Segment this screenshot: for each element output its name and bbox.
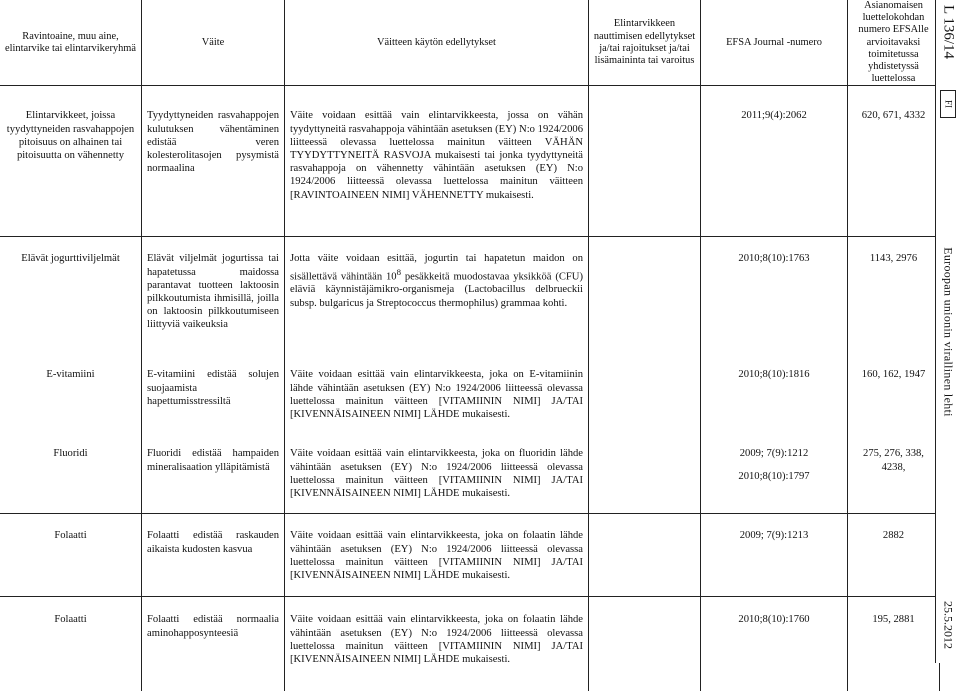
header-restrictions: Elintarvikkeen nauttimisen edellytykset ja/tai rajoitukset ja/tai lisämaininta tai varoitus — [589, 0, 701, 86]
language-code: FI — [941, 100, 954, 108]
cell-food: Fluoridi — [0, 430, 142, 514]
cell-efsa-journal — [701, 430, 848, 514]
cell-restrictions — [589, 597, 701, 691]
cell-food: Folaatti — [0, 597, 142, 691]
publication-date: 25.5.2012 — [941, 601, 954, 649]
cell-conditions: Väite voidaan esittää vain elintarvikkeesta, joka on folaatin lähde vähintään asetuksen (EY) N:o 1924/2006 liitteessä olevassa luettelossa mainitun väitteen [VITAMIININ NIMI] JA/TAI [KIVENNÄISAINEEN NIMI] LÄHDE mukaisesti. — [285, 597, 589, 691]
cell-claim: Fluoridi edistää hampaiden mineralisaation ylläpitämistä — [142, 430, 285, 514]
table-row — [0, 597, 960, 691]
conditions-text-end: pesäkkeitä muodostavaa yksikköä (CFU) eläviä käynnistäjämikro-organismeja (Lactobacillus delbrueckii subsp. bulgaricus ja Streptococcus thermophilus) grammaa kohti. — [290, 271, 583, 308]
cell-efsa-journal — [701, 354, 848, 430]
efsa-reference: 2010;8(10):1763 — [706, 252, 842, 265]
table-header-row — [0, 0, 960, 86]
page-identifier: L 136/14 — [941, 5, 954, 59]
cell-entry-number: 275, 276, 338, 4238, — [848, 430, 940, 514]
journal-sidebar — [935, 0, 960, 663]
header-entry-number: Asianomaisen luettelokohdan numero EFSAlle arvioitavaksi toimitetussa yhdistetyssä luettelossa — [848, 0, 940, 86]
header-claim: Väite — [142, 0, 285, 86]
cell-claim: Folaatti edistää raskauden aikaista kudosten kasvua — [142, 514, 285, 597]
cell-entry-number: 195, 2881 — [848, 597, 940, 691]
cell-entry-number: 2882 — [848, 514, 940, 597]
table-row — [0, 514, 960, 597]
cell-entry-number: 160, 162, 1947 — [848, 354, 940, 430]
efsa-reference: 2009; 7(9):1213 — [706, 529, 842, 542]
cell-claim: E-vitamiini edistää solujen suojaamista hapettumisstressiltä — [142, 354, 285, 430]
cell-efsa-journal — [701, 86, 848, 237]
header-efsa-journal: EFSA Journal -numero — [701, 0, 848, 86]
language-badge — [940, 90, 956, 118]
cell-efsa-journal — [701, 514, 848, 597]
table-row — [0, 430, 960, 514]
cell-claim: Elävät viljelmät jogurtissa tai hapatetussa maidossa parantavat tuotteen laktoosin pilkkoutumista ihmisillä, joilla on laktoosin pilkkoutumiseen liittyviä vaikeuksia — [142, 237, 285, 355]
journal-name: Euroopan unionin virallinen lehti — [941, 247, 954, 417]
cell-food: E-vitamiini — [0, 354, 142, 430]
efsa-reference: 2009; 7(9):1212 — [706, 447, 842, 460]
table-row — [0, 354, 960, 430]
cell-entry-number: 1143, 2976 — [848, 237, 940, 355]
table-row — [0, 237, 960, 355]
cell-food: Folaatti — [0, 514, 142, 597]
cell-efsa-journal — [701, 597, 848, 691]
cell-restrictions — [589, 237, 701, 355]
cell-conditions: Väite voidaan esittää vain elintarvikkeesta, joka on folaatin lähde vähintään asetuksen (EY) N:o 1924/2006 liitteessä olevassa luettelossa mainitun väitteen [VITAMIININ NIMI] JA/TAI [KIVENNÄISAINEEN NIMI] LÄHDE mukaisesti. — [285, 514, 589, 597]
cell-claim: Folaatti edistää normaalia aminohapposynteesiä — [142, 597, 285, 691]
efsa-reference: 2010;8(10):1760 — [706, 613, 842, 626]
header-food: Ravintoaine, muu aine, elintarvike tai elintarvikeryhmä — [0, 0, 142, 86]
cell-claim: Tyydyttyneiden rasvahappojen kulutuksen vähentäminen edistää veren kolesterolitasojen pysymistä normaalina — [142, 86, 285, 237]
efsa-reference: 2010;8(10):1816 — [706, 368, 842, 381]
cell-efsa-journal — [701, 237, 848, 355]
cell-food: Elävät jogurttiviljelmät — [0, 237, 142, 355]
conditions-text-start: Jotta väite voidaan esittää, jogurtin tai hapatetun maidon on sisällettävä vähintään 10 — [290, 253, 583, 282]
cell-restrictions — [589, 354, 701, 430]
cell-restrictions — [589, 514, 701, 597]
conditions-exponent: 8 — [397, 267, 401, 277]
cell-conditions: Väite voidaan esittää vain elintarvikkeesta, joka on E-vitamiinin lähde vähintään asetuksen (EY) N:o 1924/2006 liitteessä olevassa luettelossa mainitun väitteen [VITAMIININ NIMI] JA/TAI [KIVENNÄISAINEEN NIMI] LÄHDE mukaisesti. — [285, 354, 589, 430]
cell-conditions: Väite voidaan esittää vain elintarvikkeesta, jossa on vähän tyydyttyneitä rasvahappoja vähintään asetuksen (EY) N:o 1924/2006 liitteessä olevassa luettelossa mainitun väitteen VÄHÄN TYYDYTTYNEITÄ RASVOJA mukaisesti tai jonka tyydyttyneitä rasvahappoja on vähennetty vähintään asetuksen (EY) N:o 1924/2006 liitteessä olevassa luettelossa mainitun väitteen [RAVINTOAINEEN NIMI] VÄHENNETTY mukaisesti. — [285, 86, 589, 237]
header-conditions: Väitteen käytön edellytykset — [285, 0, 589, 86]
cell-restrictions — [589, 86, 701, 237]
efsa-reference: 2010;8(10):1797 — [706, 470, 842, 483]
cell-food: Elintarvikkeet, joissa tyydyttyneiden rasvahappojen pitoisuus on alhainen tai pitoisuutta on vähennetty — [0, 86, 142, 237]
cell-conditions: Väite voidaan esittää vain elintarvikkeesta, joka on fluoridin lähde vähintään asetuksen (EY) N:o 1924/2006 liitteessä olevassa luettelossa mainitun väitteen [VITAMIININ NIMI] JA/TAI [KIVENNÄISAINEEN NIMI] LÄHDE mukaisesti. — [285, 430, 589, 514]
cell-entry-number: 620, 671, 4332 — [848, 86, 940, 237]
efsa-reference: 2011;9(4):2062 — [706, 109, 842, 122]
cell-conditions — [285, 237, 589, 355]
cell-restrictions — [589, 430, 701, 514]
table-row — [0, 86, 960, 237]
